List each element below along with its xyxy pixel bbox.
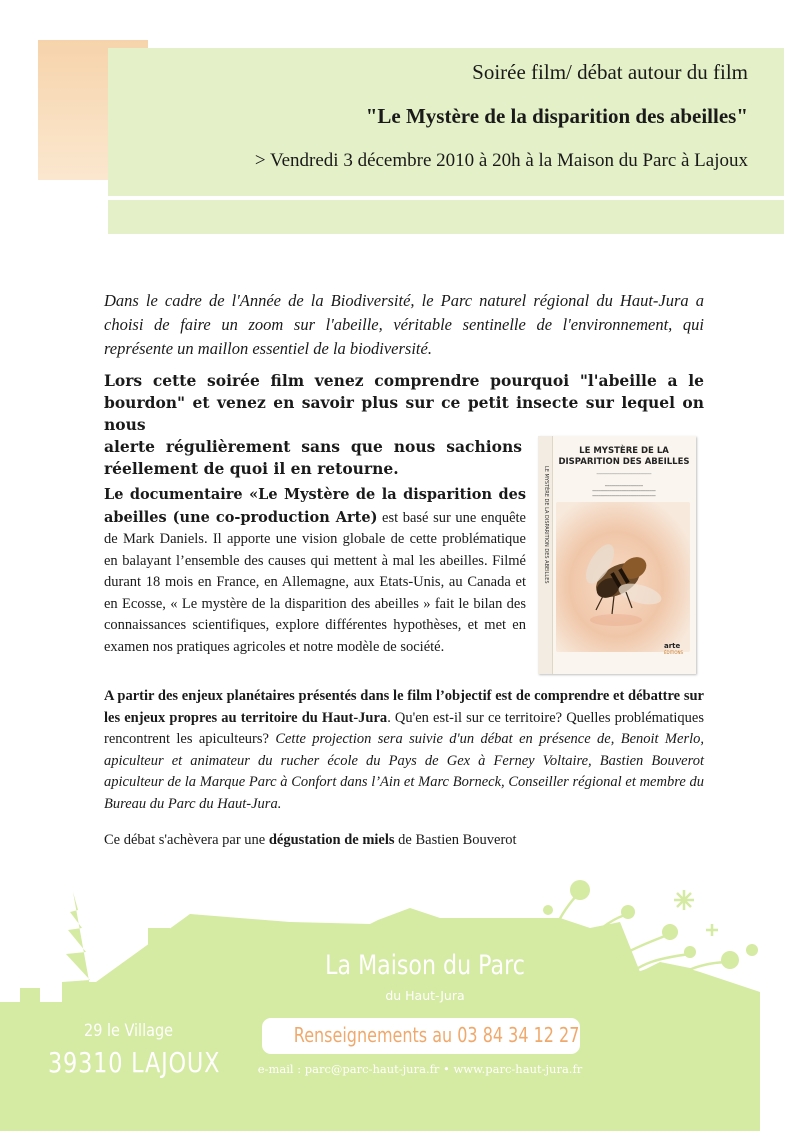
enjeux-text: . Qu'en est-il sur ce territoire? Quelles problématiques rencontrent les apiculteurs?: [104, 709, 704, 747]
dvd-subtitle-lines: ━━━━━━━━━━━━━━━━━━━━━━━━━━: [596, 472, 652, 476]
closing-bold: dégustation de miels: [268, 832, 395, 848]
enjeux-italic: Cette projection sera suivie d'un débat en présence de, Benoit Merlo, apiculteur et animateur du rucher école du Pays de Gex à Ferney Voltaire, Bastien Bouverot apiculteur de la Marque Parc à Confort dans l’Ain et Marc Borneck, Conseiller régional et membre du Bureau du Parc du Haut-Jura.: [104, 731, 704, 812]
maison-du-parc-title: La Maison du Parc: [325, 950, 525, 981]
enjeux-paragraph: [104, 686, 704, 815]
lead-line: Lors cette soirée film venez comprendre pourquoi "l'abeille a le: [104, 371, 704, 390]
event-title: Soirée film/ débat autour du film: [472, 60, 748, 84]
closing-text-end: de Bastien Bouverot: [394, 832, 517, 848]
arte-editions-label: ÉDITIONS: [664, 650, 684, 655]
address-town: 39310 LAJOUX: [48, 1046, 221, 1079]
info-phone-box: [262, 1018, 580, 1054]
intro-paragraph: Dans le cadre de l'Année de la Biodiversité, le Parc naturel régional du Haut-Jura a choisi de faire un zoom sur l'abeille, véritable sentinelle de l'environnement, qui représente un maillon essentiel de la biodiversité.: [104, 291, 704, 358]
dvd-title: LE MYSTÈRE DE LA DISPARITION DES ABEILLES: [558, 446, 690, 467]
documentary-paragraph: [104, 484, 526, 658]
closing-text: Ce débat s'achèvera par une: [104, 832, 269, 848]
header-green-strip: [108, 200, 784, 234]
arte-logo: arte: [664, 642, 681, 650]
documentary-title: Le documentaire «Le Mystère de la disparition des abeilles (une co-production Arte): [104, 486, 526, 526]
lead-line: réellement de quoi il en retourne.: [104, 459, 399, 478]
dvd-spine-text: LE MYSTÈRE DE LA DISPARITION DES ABEILLES: [543, 466, 549, 584]
info-phone-text: Renseignements au 03 84 34 12 27: [293, 1023, 580, 1047]
film-title: "Le Mystère de la disparition des abeilles": [365, 104, 748, 128]
dvd-cover: [538, 436, 696, 674]
dvd-blurb-lines: ━━━━━━━━━━━━━━━━━━ ━━━━━━━━━━━━━━━━━━━━━━━━━━━━━━ ━━━━━━━━━━━━━━━━━━━━━━━━━━━━━━: [592, 484, 656, 498]
bee-illustration: [556, 502, 690, 652]
bee-photo: [556, 502, 690, 652]
lead-line: alerte régulièrement sans que nous sachions: [104, 437, 522, 456]
enjeux-bold: A partir des enjeux planétaires présentés dans le film l’objectif est de comprendre et débattre sur les enjeux propres au territoire du Haut-Jura: [104, 688, 704, 726]
contact-line: e-mail : parc@parc-haut-jura.fr • www.parc-haut-jura.fr: [257, 1062, 583, 1076]
documentary-text: est basé sur une enquête de Mark Daniels. Il apporte une vision globale de cette problématique en balayant l’ensemble des causes qui mettent à mal les abeilles. Filmé durant 18 mois en France, en Allemagne, aux Etats-Unis, au Canada et en Ecosse, « Le mystère de la disparition des abeilles » fait le bilan des connaissances scientifiques, explore différentes hypothèses, et met en examen nos pratiques agricoles et notre modèle de société.: [104, 509, 526, 655]
closing-paragraph: [104, 830, 704, 851]
address-street: 29 le Village: [84, 1021, 174, 1041]
maison-du-parc-subtitle: du Haut-Jura: [385, 988, 465, 1003]
event-date-location: > Vendredi 3 décembre 2010 à 20h à la Maison du Parc à Lajoux: [254, 150, 748, 171]
lead-line: bourdon" et venez en savoir plus sur ce petit insecte sur lequel on nous: [104, 393, 704, 434]
dvd-spine: [538, 436, 553, 674]
